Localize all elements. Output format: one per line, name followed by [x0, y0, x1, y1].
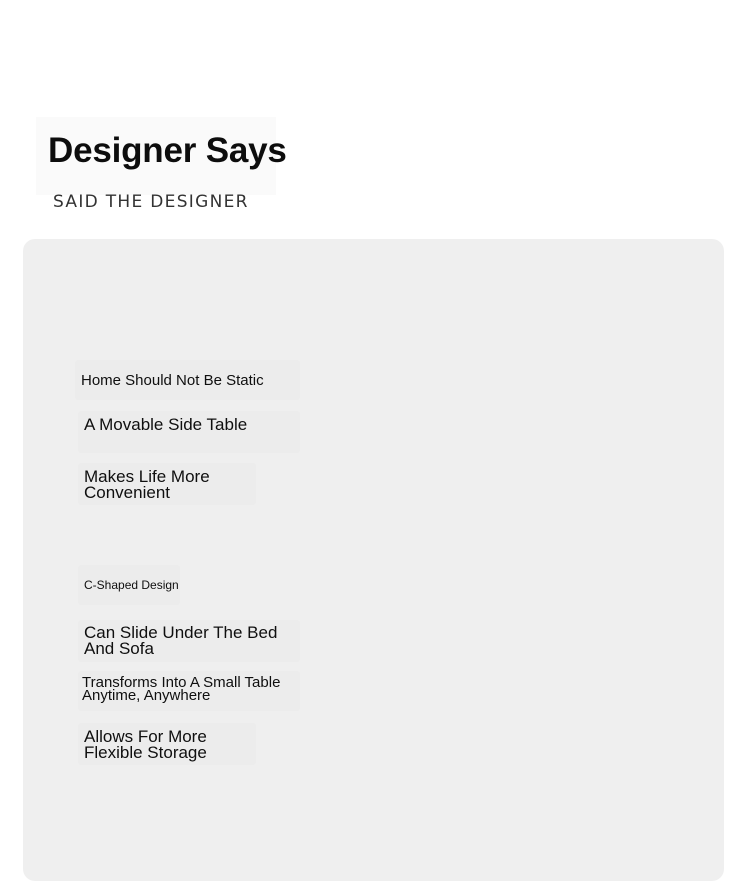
feature-small-table: Transforms Into A Small Table Anytime, Anywhere	[82, 674, 281, 704]
feature-flexible-storage: Allows For More Flexible Storage	[84, 727, 207, 762]
feature-panel	[23, 239, 724, 881]
page-subtitle: SAID THE DESIGNER	[53, 192, 249, 212]
feature-c-shaped: C-Shaped Design	[84, 578, 179, 592]
feature-slide-under: Can Slide Under The Bed And Sofa	[84, 623, 278, 658]
feature-convenient: Makes Life More Convenient	[84, 467, 210, 502]
feature-movable-table: A Movable Side Table	[84, 415, 248, 434]
feature-home-static: Home Should Not Be Static	[81, 372, 264, 389]
page-title: Designer Says	[48, 131, 287, 170]
